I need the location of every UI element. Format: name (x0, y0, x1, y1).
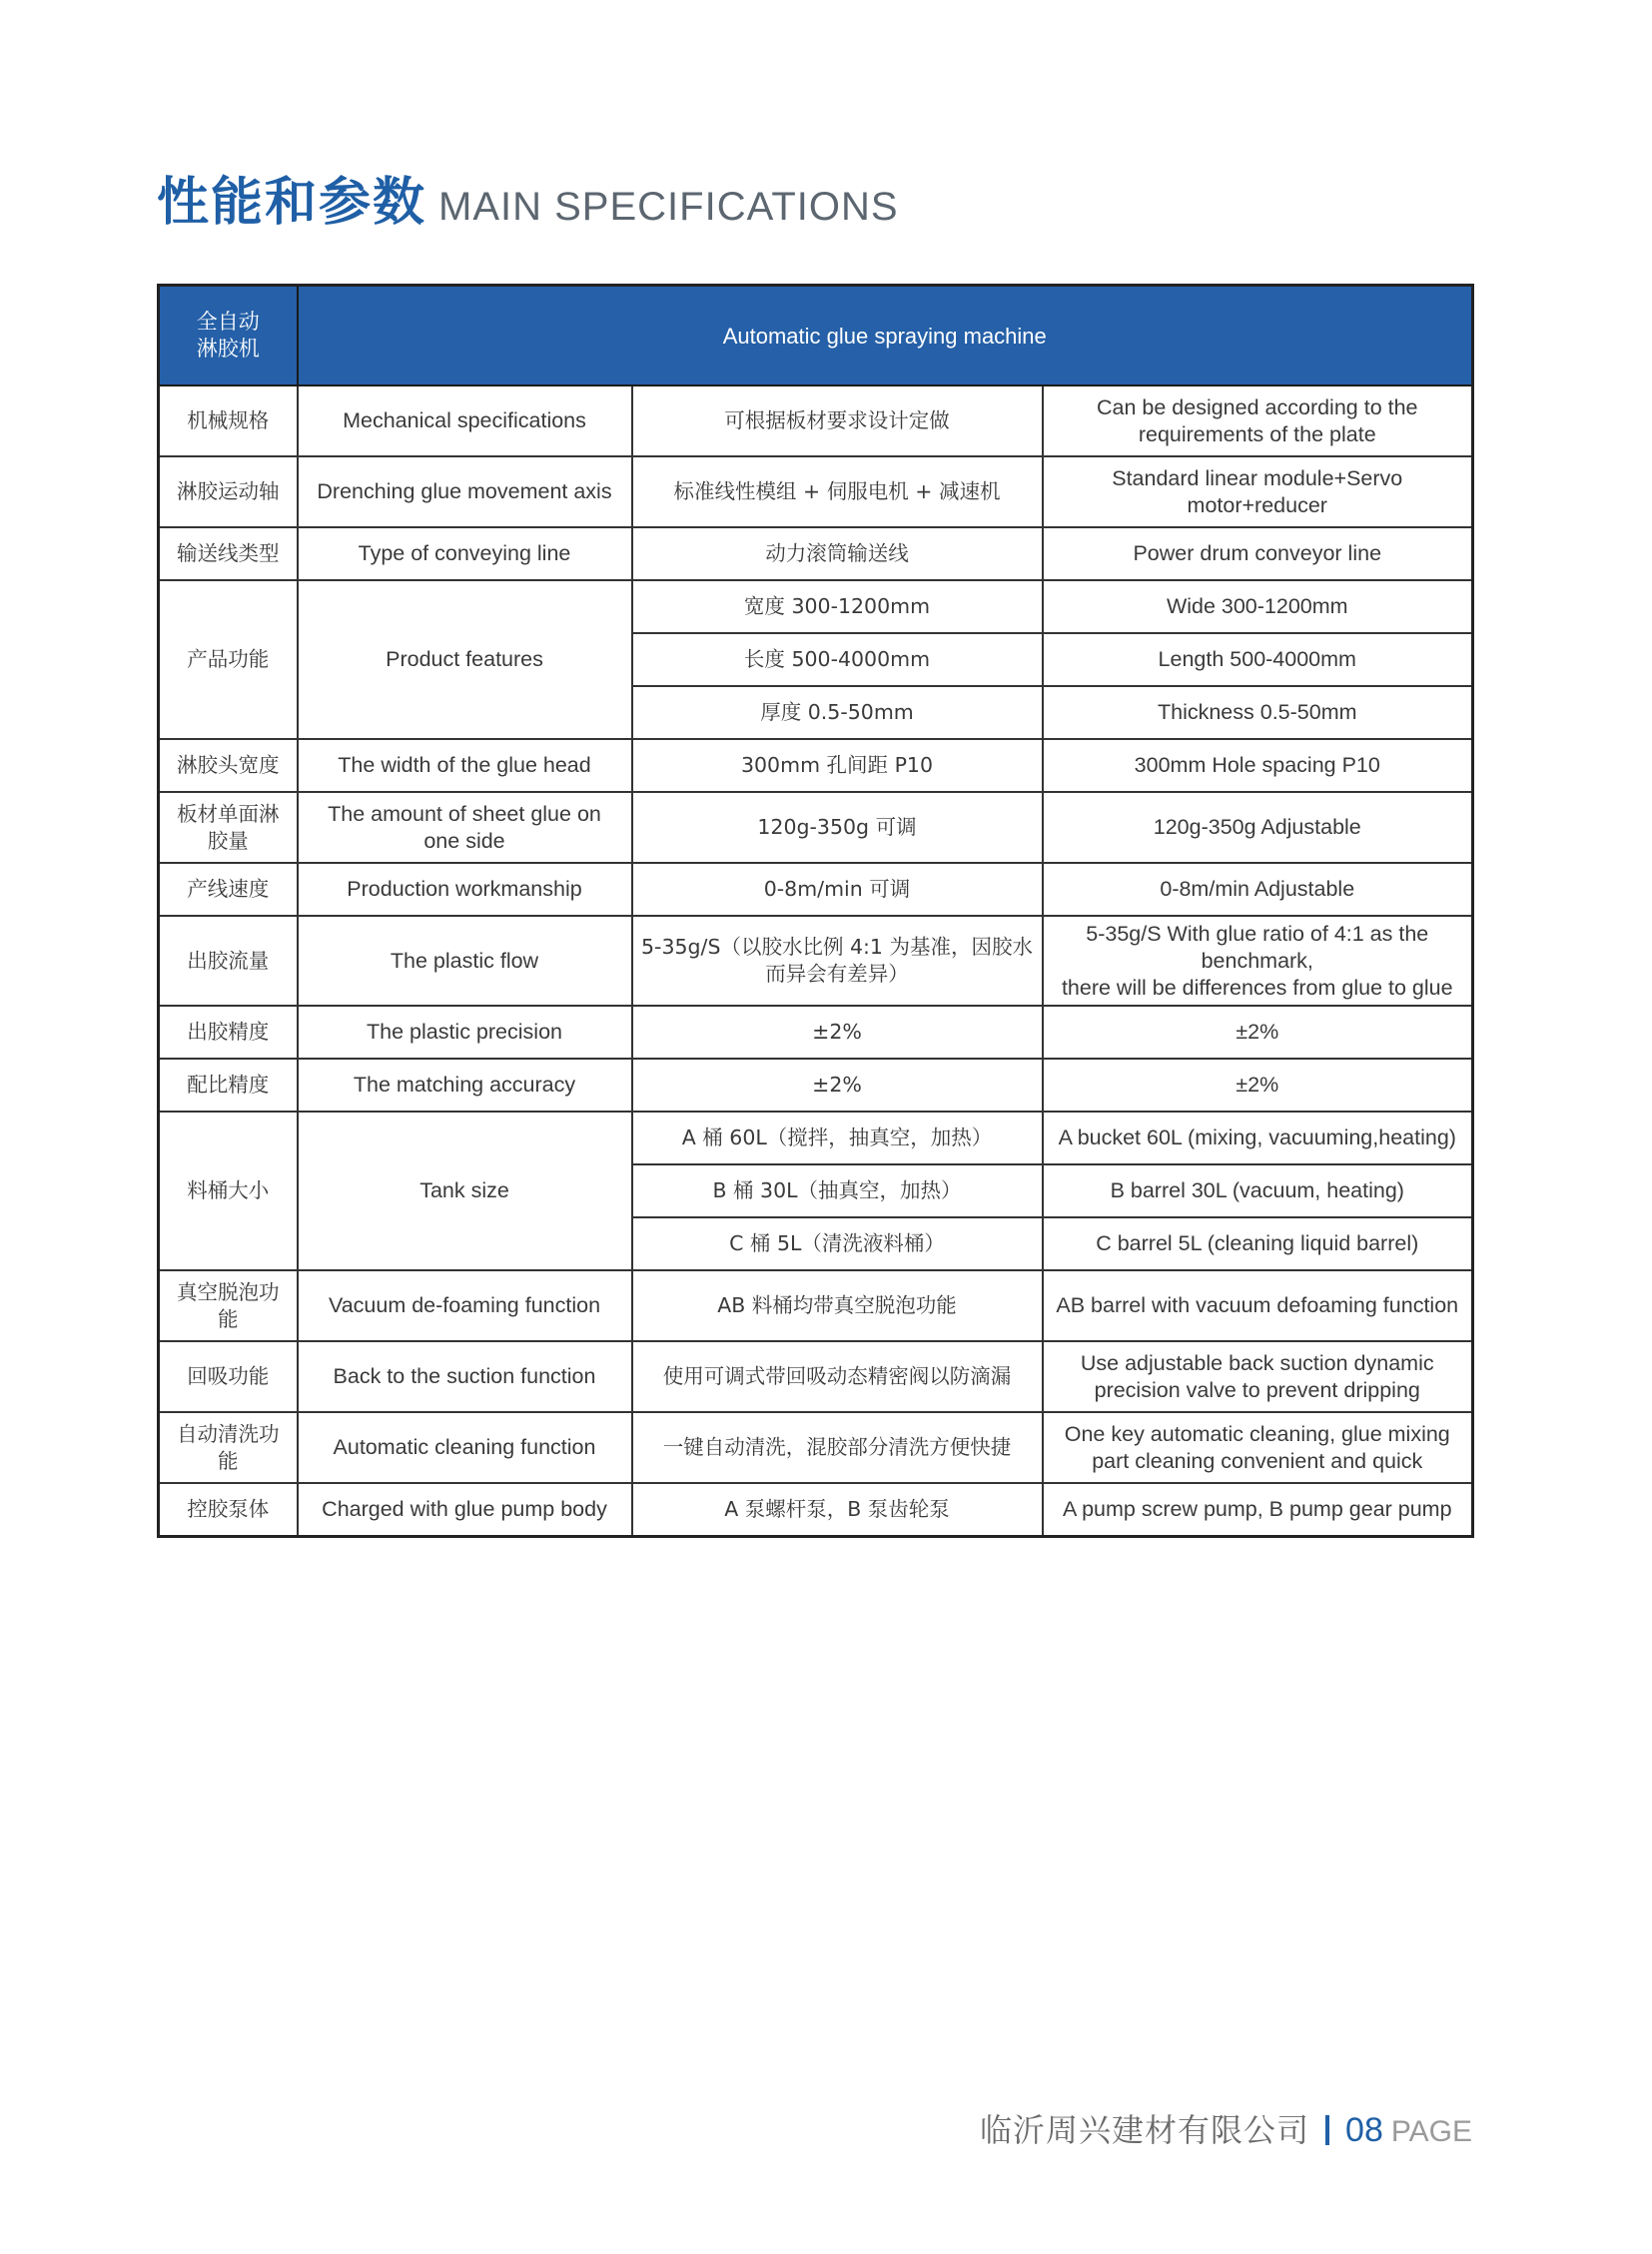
row-label-en: Mechanical specifications (298, 385, 632, 456)
row-value-en: B barrel 30L (vacuum, heating) (1043, 1164, 1473, 1217)
row-value-cn: 使用可调式带回吸动态精密阀以防滴漏 (632, 1341, 1043, 1412)
row-value-en: ±2% (1043, 1006, 1473, 1059)
table-row (159, 527, 1473, 580)
row-value-cn: A 泵螺杆泵，B 泵齿轮泵 (632, 1483, 1043, 1536)
row-value-cn: ±2% (632, 1006, 1043, 1059)
row-value-en: 0-8m/min Adjustable (1043, 863, 1473, 916)
header-label: 全自动 淋胶机 (159, 286, 298, 386)
row-label-en: Back to the suction function (298, 1341, 632, 1412)
row-value-en: 300mm Hole spacing P10 (1043, 739, 1473, 792)
row-label-en: Product features (298, 580, 632, 739)
footer-separator (1325, 2115, 1329, 2145)
table-row (159, 1006, 1473, 1059)
row-label-cn: 输送线类型 (159, 527, 298, 580)
row-value-en: Thickness 0.5-50mm (1043, 686, 1473, 739)
row-label-en: Vacuum de-foaming function (298, 1270, 632, 1341)
row-value-en: Use adjustable back suction dynamic precision valve to prevent dripping (1043, 1341, 1473, 1412)
row-label-en: The amount of sheet glue on one side (298, 792, 632, 863)
row-label-en: The width of the glue head (298, 739, 632, 792)
table-row (159, 1341, 1473, 1412)
row-label-en: Type of conveying line (298, 527, 632, 580)
table-row (159, 1483, 1473, 1536)
row-value-en: A bucket 60L (mixing, vacuuming,heating) (1043, 1112, 1473, 1164)
table-row (159, 1270, 1473, 1341)
row-value-en: A pump screw pump, B pump gear pump (1043, 1483, 1473, 1536)
row-value-en: AB barrel with vacuum defoaming function (1043, 1270, 1473, 1341)
row-value-cn: 动力滚筒输送线 (632, 527, 1043, 580)
row-value-cn: 一键自动清洗，混胶部分清洗方便快捷 (632, 1412, 1043, 1483)
row-value-cn: 120g-350g 可调 (632, 792, 1043, 863)
table-row (159, 580, 1473, 633)
row-label-en: The plastic precision (298, 1006, 632, 1059)
row-label-en: Production workmanship (298, 863, 632, 916)
row-label-en: Automatic cleaning function (298, 1412, 632, 1483)
row-value-cn: C 桶 5L（清洗液料桶） (632, 1217, 1043, 1270)
footer-page-label: PAGE (1390, 2115, 1472, 2148)
row-label-en: The matching accuracy (298, 1059, 632, 1112)
table-row (159, 792, 1473, 863)
row-value-cn: 5-35g/S（以胶水比例 4:1 为基准，因胶水而异会有差异） (632, 916, 1043, 1006)
specifications-table (157, 284, 1474, 1538)
row-value-en: C barrel 5L (cleaning liquid barrel) (1043, 1217, 1473, 1270)
row-value-en: 5-35g/S With glue ratio of 4:1 as the benchmark, there will be differences from glue to glue (1043, 916, 1473, 1006)
row-value-cn: AB 料桶均带真空脱泡功能 (632, 1270, 1043, 1341)
row-label-en: Charged with glue pump body (298, 1483, 632, 1536)
table-row (159, 916, 1473, 1006)
table-row (159, 1412, 1473, 1483)
row-value-en: Power drum conveyor line (1043, 527, 1473, 580)
row-value-en: Can be designed according to the requirements of the plate (1043, 385, 1473, 456)
table-header-row (159, 286, 1473, 386)
row-label-cn: 回吸功能 (159, 1341, 298, 1412)
footer-company: 临沂周兴建材有限公司 (980, 2111, 1310, 2149)
row-label-cn: 淋胶运动轴 (159, 456, 298, 527)
row-label-cn: 产品功能 (159, 580, 298, 739)
row-label-en: Tank size (298, 1112, 632, 1270)
table-row (159, 1059, 1473, 1112)
row-label-cn: 出胶精度 (159, 1006, 298, 1059)
row-value-cn: 长度 500-4000mm (632, 633, 1043, 686)
row-value-cn: 宽度 300-1200mm (632, 580, 1043, 633)
page-footer (980, 2105, 1472, 2151)
row-label-en: Drenching glue movement axis (298, 456, 632, 527)
row-label-cn: 淋胶头宽度 (159, 739, 298, 792)
row-label-cn: 真空脱泡功能 (159, 1270, 298, 1341)
row-label-cn: 料桶大小 (159, 1112, 298, 1270)
row-value-cn: ±2% (632, 1059, 1043, 1112)
row-value-cn: A 桶 60L（搅拌，抽真空，加热） (632, 1112, 1043, 1164)
row-value-en: ±2% (1043, 1059, 1473, 1112)
row-value-cn: 300mm 孔间距 P10 (632, 739, 1043, 792)
table-row (159, 863, 1473, 916)
row-value-cn: 厚度 0.5-50mm (632, 686, 1043, 739)
row-value-en: One key automatic cleaning, glue mixing part cleaning convenient and quick (1043, 1412, 1473, 1483)
page-title (157, 160, 899, 235)
row-value-en: Wide 300-1200mm (1043, 580, 1473, 633)
table-row (159, 1112, 1473, 1164)
table-row (159, 385, 1473, 456)
row-value-cn: 可根据板材要求设计定做 (632, 385, 1043, 456)
row-label-cn: 配比精度 (159, 1059, 298, 1112)
row-label-cn: 自动清洗功能 (159, 1412, 298, 1483)
page-title-en: MAIN SPECIFICATIONS (438, 185, 899, 229)
page-title-cn: 性能和参数 (157, 173, 427, 233)
row-value-cn: 0-8m/min 可调 (632, 863, 1043, 916)
row-value-cn: 标准线性模组 + 伺服电机 + 减速机 (632, 456, 1043, 527)
header-title: Automatic glue spraying machine (298, 286, 1473, 386)
row-label-en: The plastic flow (298, 916, 632, 1006)
row-label-cn: 出胶流量 (159, 916, 298, 1006)
footer-page-number: 08 (1345, 2111, 1383, 2149)
table-row (159, 739, 1473, 792)
row-value-cn: B 桶 30L（抽真空，加热） (632, 1164, 1043, 1217)
row-label-cn: 机械规格 (159, 385, 298, 456)
row-value-en: Standard linear module+Servo motor+reducer (1043, 456, 1473, 527)
table-row (159, 456, 1473, 527)
row-value-en: 120g-350g Adjustable (1043, 792, 1473, 863)
row-label-cn: 控胶泵体 (159, 1483, 298, 1536)
row-value-en: Length 500-4000mm (1043, 633, 1473, 686)
row-label-cn: 板材单面淋胶量 (159, 792, 298, 863)
row-label-cn: 产线速度 (159, 863, 298, 916)
